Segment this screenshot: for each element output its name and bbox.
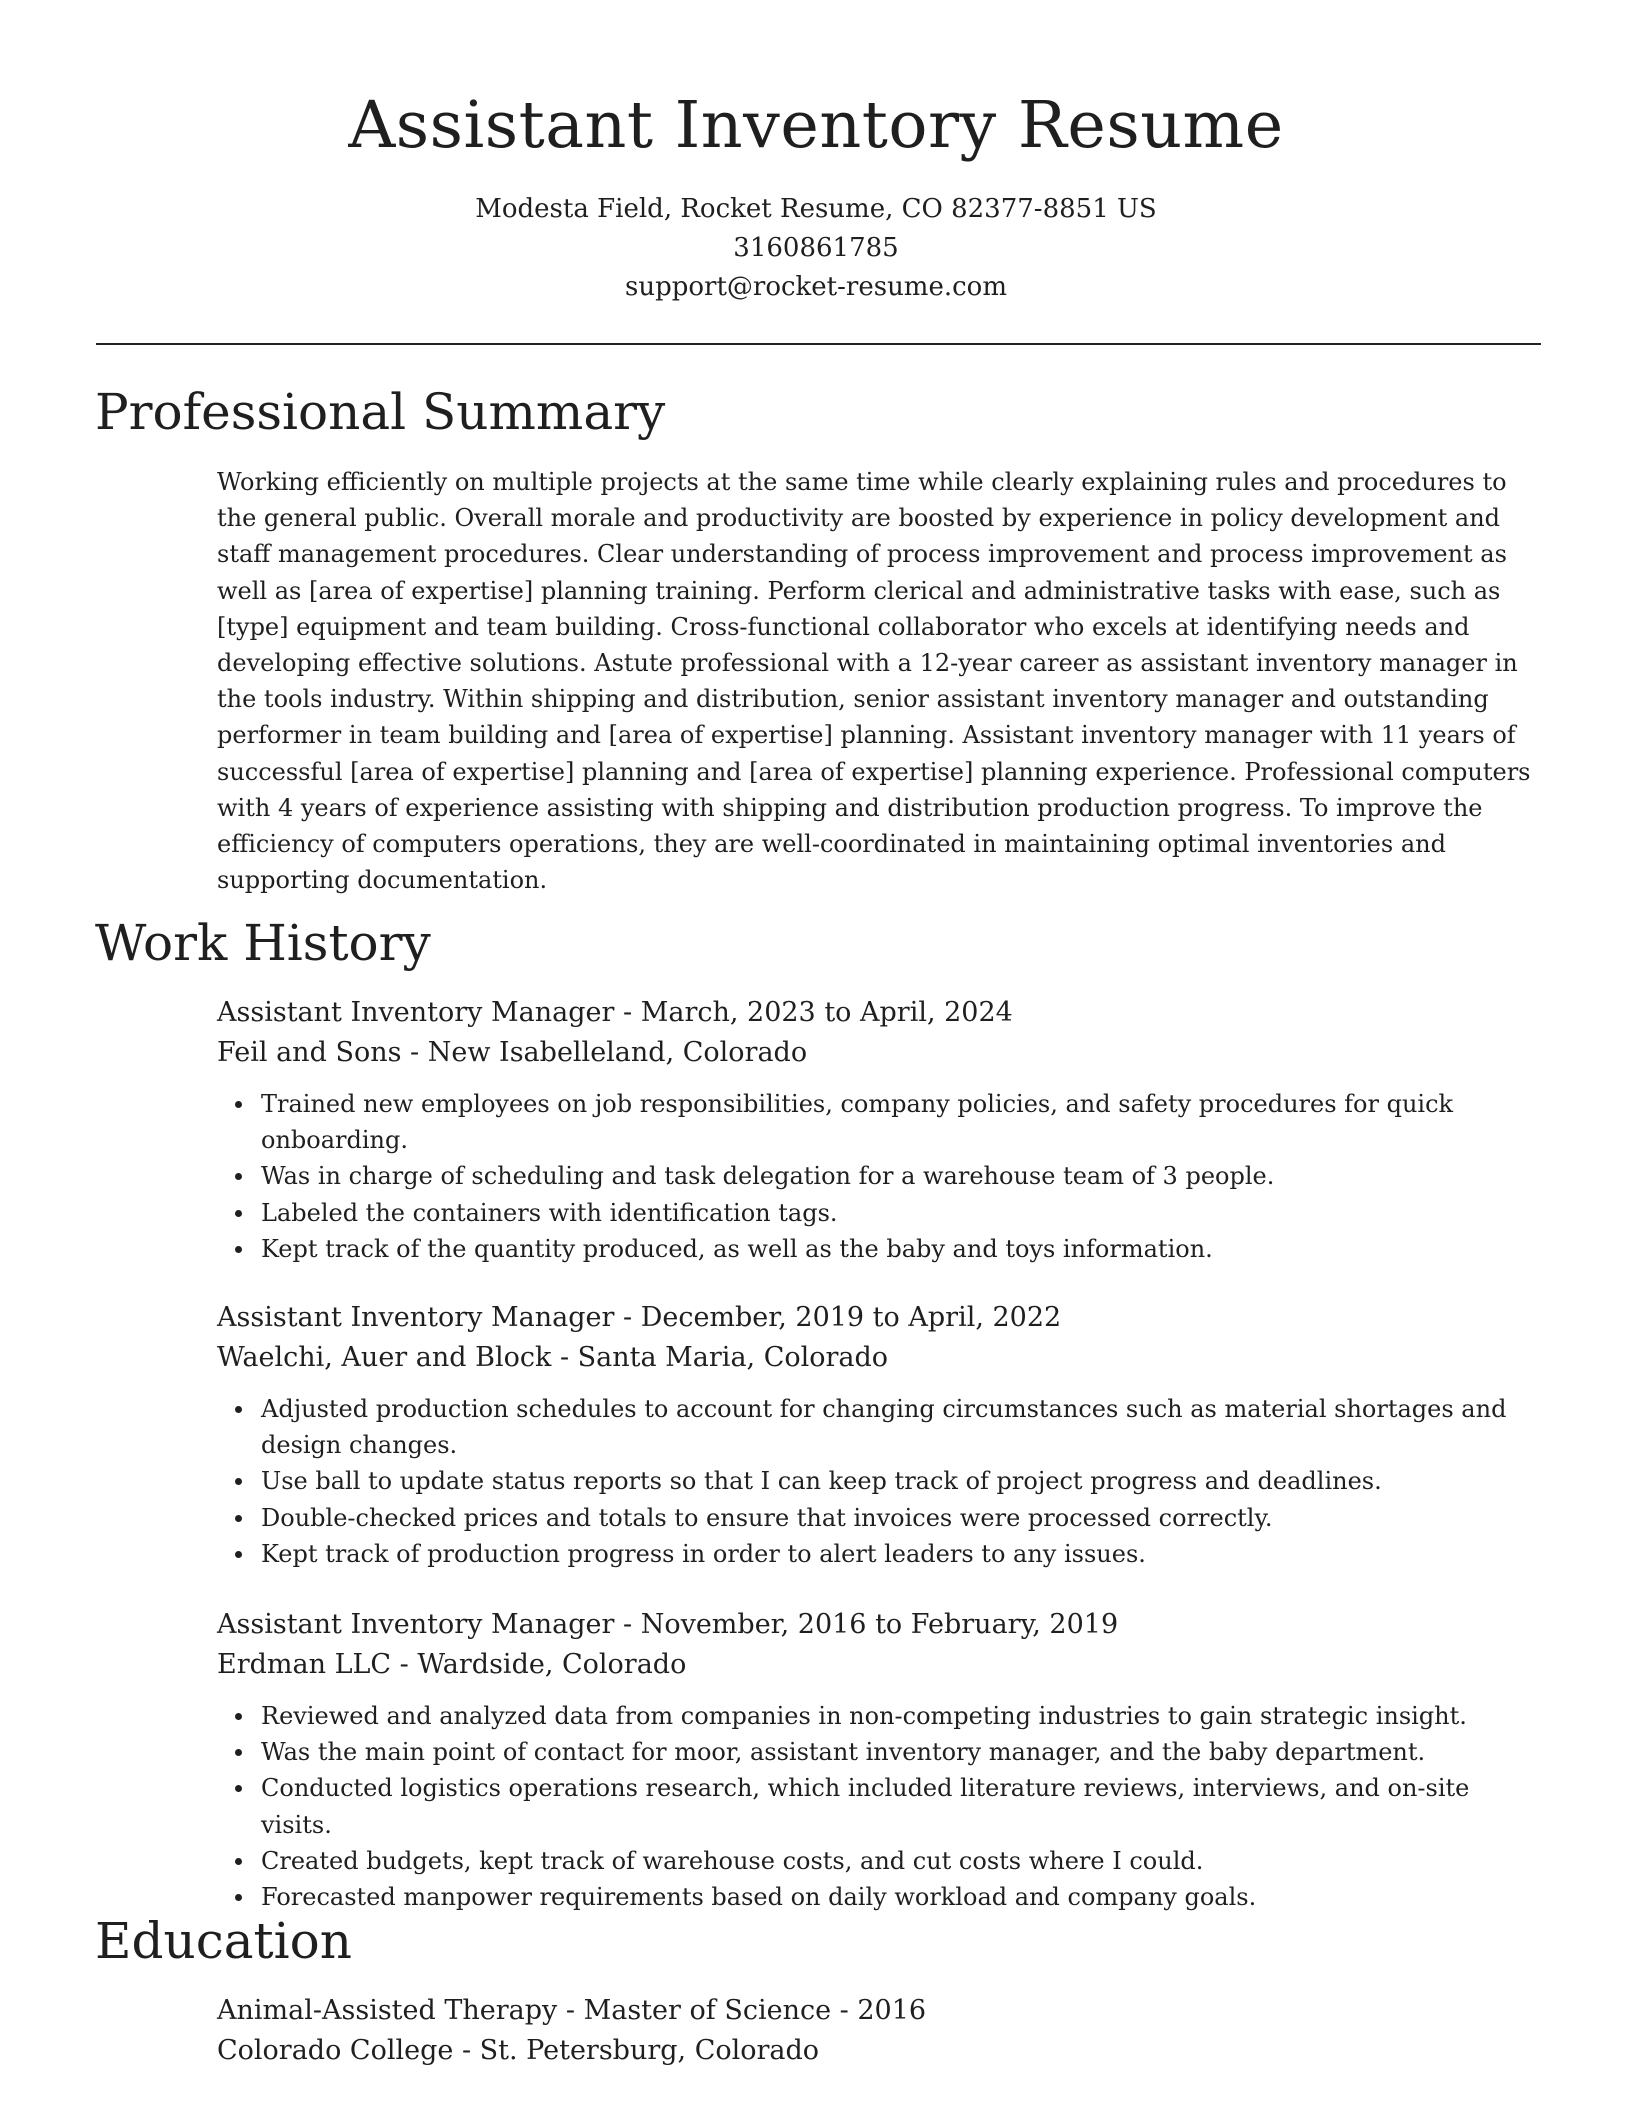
job-bullet: Conducted logistics operations research, which included literature reviews, interviews, and on-site visits. <box>261 1770 1547 1842</box>
job-bullet: Kept track of production progress in order to alert leaders to any issues. <box>261 1536 1547 1572</box>
address: Modesta Field, Rocket Resume, CO 82377-8851 US <box>475 194 1157 224</box>
job-title-line <box>217 1298 1547 1338</box>
job-company: Waelchi, Auer and Block <box>217 1342 552 1373</box>
resume-header <box>0 84 1632 307</box>
education-year: - 2016 <box>831 1995 927 2026</box>
contact-block <box>0 190 1632 307</box>
resume-title: Assistant Inventory Resume <box>348 88 1284 163</box>
job-bullets <box>217 1086 1547 1267</box>
job-company-line <box>217 1645 1547 1685</box>
job-bullet: Was the main point of contact for moor, assistant inventory manager, and the baby department. <box>261 1734 1547 1770</box>
education-field: Animal-Assisted Therapy <box>217 1995 558 2026</box>
job-location: - Wardside, Colorado <box>391 1649 687 1680</box>
education-school: Colorado College <box>217 2035 454 2066</box>
education-location: - St. Petersburg, Colorado <box>453 2035 820 2066</box>
job-company-line <box>217 1033 1547 1073</box>
job-bullet: Kept track of the quantity produced, as well as the baby and toys information. <box>261 1231 1547 1267</box>
education-degree: - Master of Science <box>557 1995 832 2026</box>
job-bullet: Reviewed and analyzed data from companies in non-competing industries to gain strategic insight. <box>261 1698 1547 1734</box>
job-company-line <box>217 1338 1547 1378</box>
job-bullet: Created budgets, kept track of warehouse costs, and cut costs where I could. <box>261 1843 1547 1879</box>
job-bullets <box>217 1391 1547 1572</box>
job-dates: - March, 2023 to April, 2024 <box>614 997 1013 1028</box>
job-location: - Santa Maria, Colorado <box>551 1342 889 1373</box>
job-bullet: Labeled the containers with identification tags. <box>261 1195 1547 1231</box>
education-heading: Education <box>95 1912 352 1970</box>
job-entry <box>217 993 1547 1267</box>
summary-text: Working efficiently on multiple projects at the same time while clearly explaining rules and procedures to the general public. Overall morale and productivity are boosted by experience in policy development and staff management procedures. Clear understanding of process improvement and process improvement as well as [area of expertise] planning training. Perform clerical and administrative tasks with ease, such as [type] equipment and team building. Cross-functional collaborator who excels at identifying needs and developing effective solutions. Astute professional with a 12-year career as assistant inventory manager in the tools industry. Within shipping and distribution, senior assistant inventory manager and outstanding performer in team building and [area of expertise] planning. Assistant inventory manager with 11 years of successful [area of expertise] planning and [area of expertise] planning experience. Professional computers with 4 years of experience assisting with shipping and distribution production progress. To improve the efficiency of computers operations, they are well-coordinated in maintaining optimal inventories and supporting documentation. <box>217 468 1531 895</box>
job-title-line <box>217 1605 1547 1645</box>
job-dates: - November, 2016 to February, 2019 <box>614 1609 1119 1640</box>
job-bullet: Trained new employees on job responsibilities, company policies, and safety procedures for quick onboarding. <box>261 1086 1547 1158</box>
job-bullet: Double-checked prices and totals to ensure that invoices were processed correctly. <box>261 1500 1547 1536</box>
job-company: Erdman LLC <box>217 1649 392 1680</box>
job-role: Assistant Inventory Manager <box>217 1609 615 1640</box>
job-title-line <box>217 993 1547 1033</box>
job-role: Assistant Inventory Manager <box>217 997 615 1028</box>
education-entry <box>217 1991 1547 2071</box>
job-entry <box>217 1605 1547 1915</box>
job-bullets <box>217 1698 1547 1915</box>
education-school-line <box>217 2031 1547 2071</box>
job-entry <box>217 1298 1547 1572</box>
job-bullet: Use ball to update status reports so that I can keep track of project progress and deadlines. <box>261 1463 1547 1499</box>
job-bullet: Forecasted manpower requirements based on daily workload and company goals. <box>261 1879 1547 1915</box>
summary-heading: Professional Summary <box>95 383 666 441</box>
header-divider <box>96 343 1541 345</box>
job-bullet: Was in charge of scheduling and task delegation for a warehouse team of 3 people. <box>261 1158 1547 1194</box>
work-history-heading: Work History <box>95 914 431 972</box>
job-location: - New Isabelleland, Colorado <box>401 1037 808 1068</box>
job-company: Feil and Sons <box>217 1037 402 1068</box>
email: support@rocket-resume.com <box>624 272 1007 302</box>
job-dates: - December, 2019 to April, 2022 <box>614 1302 1062 1333</box>
job-role: Assistant Inventory Manager <box>217 1302 615 1333</box>
phone: 3160861785 <box>733 233 899 263</box>
education-degree-line <box>217 1991 1547 2031</box>
job-bullet: Adjusted production schedules to account for changing circumstances such as material shortages and design changes. <box>261 1391 1547 1463</box>
